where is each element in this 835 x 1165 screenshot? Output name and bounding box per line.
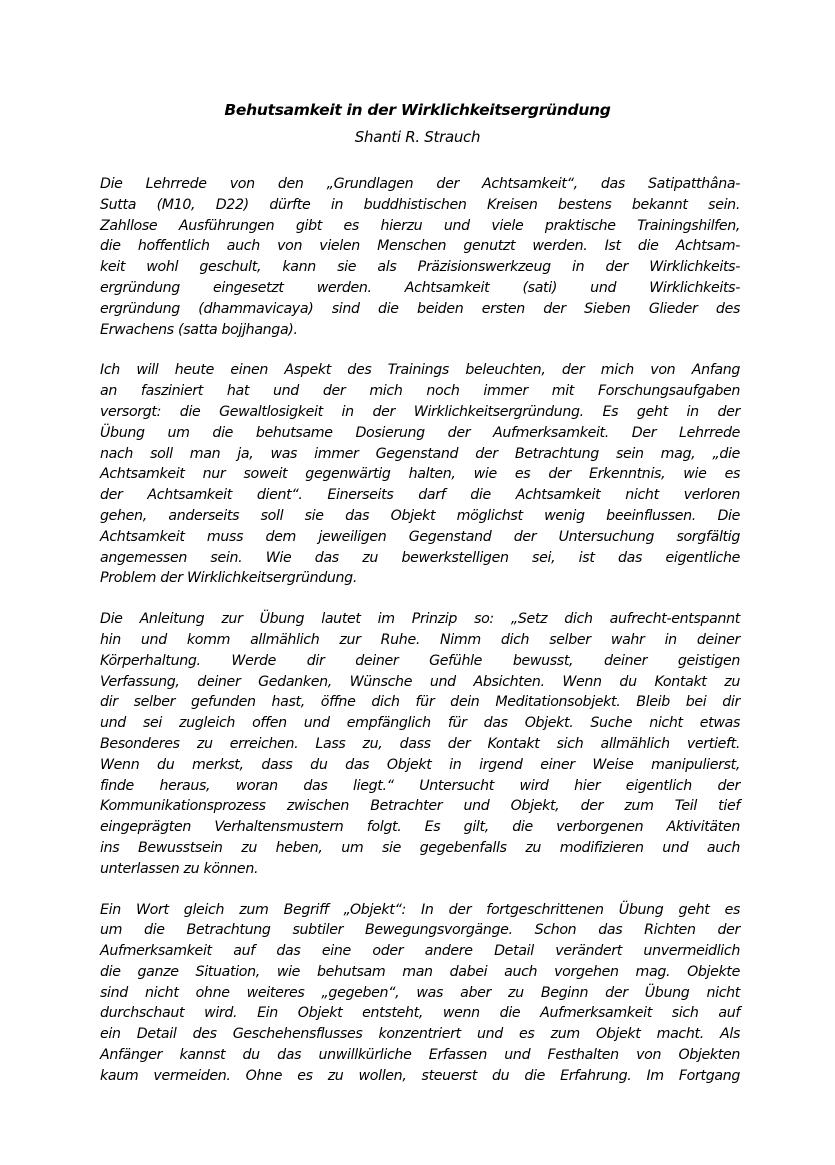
text-line: Achtsamkeit nur soweit gegenwärtig halten, wie es der Erkenntnis, wie es — [100, 466, 740, 483]
text-line: die hoffentlich auch von vielen Menschen genutzt werden. Ist die Achtsam- — [100, 238, 740, 255]
text-line: angemessen sein. Wie das zu bewerkstelligen sei, ist das eigentliche — [100, 549, 740, 566]
paragraph — [100, 360, 740, 589]
text-line: sind nicht ohne weiteres „gegeben“, was aber zu Beginn der Übung nicht — [100, 984, 740, 1001]
document-body — [100, 174, 740, 1107]
text-line: dir selber gefunden hast, öffne dich für dein Meditationsobjekt. Bleib bei dir — [100, 694, 740, 711]
text-line: Die Anleitung zur Übung lautet im Prinzip so: „Setz dich aufrecht-entspannt — [100, 611, 740, 628]
text-line: Übung um die behutsame Dosierung der Aufmerksamkeit. Der Lehrrede — [100, 424, 740, 441]
text-line: Ein Wort gleich zum Begriff „Objekt“: In der fortgeschrittenen Übung geht es — [100, 901, 740, 918]
text-line: die ganze Situation, wie behutsam man dabei auch vorgehen mag. Objekte — [100, 963, 740, 980]
paragraph — [100, 900, 740, 1087]
document-title: Behutsamkeit in der Wirklichkeitsergründung — [224, 101, 611, 119]
text-line: Körperhaltung. Werde dir deiner Gefühle bewusst, deiner geistigen — [100, 652, 740, 669]
text-line: ins Bewusstsein zu heben, um sie gegebenfalls zu modifizieren und auch — [100, 839, 740, 856]
text-line: Problem der Wirklichkeitsergründung. — [100, 570, 357, 587]
document-author: Shanti R. Strauch — [354, 128, 481, 146]
text-line: Besonderes zu erreichen. Lass zu, dass der Kontakt sich allmählich vertieft. — [100, 735, 740, 752]
paragraph — [100, 174, 740, 340]
text-line: an fasziniert hat und der mich noch immer mit Forschungsaufgaben — [100, 383, 740, 400]
text-line: keit wohl geschult, kann sie als Präzisionswerkzeug in der Wirklichkeits- — [100, 259, 740, 276]
text-line: kaum vermeiden. Ohne es zu wollen, steuerst du die Erfahrung. Im Fortgang — [100, 1067, 740, 1084]
text-line: Kommunikationsprozess zwischen Betrachter und Objekt, der zum Teil tief — [100, 798, 740, 815]
text-line: hin und komm allmählich zur Ruhe. Nimm dich selber wahr in deiner — [100, 631, 740, 648]
text-line: und sei zugleich offen und empfänglich für das Objekt. Suche nicht etwas — [100, 715, 740, 732]
text-line: unterlassen zu können. — [100, 860, 259, 877]
text-line: nach soll man ja, was immer Gegenstand der Betrachtung sein mag, „die — [100, 445, 740, 462]
text-line: Achtsamkeit muss dem jeweiligen Gegenstand der Untersuchung sorgfältig — [100, 528, 740, 545]
text-line: ergründung eingesetzt werden. Achtsamkeit (sati) und Wirklichkeits- — [100, 279, 740, 296]
text-line: Aufmerksamkeit auf das eine oder andere Detail verändert unvermeidlich — [100, 943, 740, 960]
text-line: Zahllose Ausführungen gibt es hierzu und viele praktische Trainingshilfen, — [100, 217, 740, 234]
text-line: um die Betrachtung subtiler Bewegungsvorgänge. Schon das Richten der — [100, 922, 740, 939]
text-line: eingeprägten Verhaltensmustern folgt. Es gilt, die verborgenen Aktivitäten — [100, 819, 740, 836]
text-line: Wenn du merkst, dass du das Objekt in irgend einer Weise manipulierst, — [100, 756, 740, 773]
text-line: der Achtsamkeit dient“. Einerseits darf die Achtsamkeit nicht verloren — [100, 487, 740, 504]
text-line: Erwachens (satta bojjhanga). — [100, 321, 298, 338]
text-line: Anfänger kannst du das unwillkürliche Erfassen und Festhalten von Objekten — [100, 1047, 740, 1064]
text-line: Sutta (M10, D22) dürfte in buddhistischen Kreisen bestens bekannt sein. — [100, 196, 740, 213]
text-line: Ich will heute einen Aspekt des Trainings beleuchten, der mich von Anfang — [100, 362, 740, 379]
text-line: ergründung (dhammavicaya) sind die beiden ersten der Sieben Glieder des — [100, 300, 740, 317]
text-line: Verfassung, deiner Gedanken, Wünsche und Absichten. Wenn du Kontakt zu — [100, 673, 740, 690]
text-line: finde heraus, woran das liegt.“ Untersucht wird hier eigentlich der — [100, 777, 740, 794]
text-line: ein Detail des Geschehensflusses konzentriert und es zum Objekt macht. Als — [100, 1026, 740, 1043]
text-line: durchschaut wird. Ein Objekt entsteht, wenn die Aufmerksamkeit sich auf — [100, 1005, 740, 1022]
text-line: gehen, anderseits soll sie das Objekt möglichst wenig beeinflussen. Die — [100, 507, 740, 524]
paragraph — [100, 609, 740, 879]
text-line: versorgt: die Gewaltlosigkeit in der Wirklichkeitsergründung. Es geht in der — [100, 403, 740, 420]
text-line: Die Lehrrede von den „Grundlagen der Achtsamkeit“, das Satipatthâna- — [100, 176, 740, 192]
